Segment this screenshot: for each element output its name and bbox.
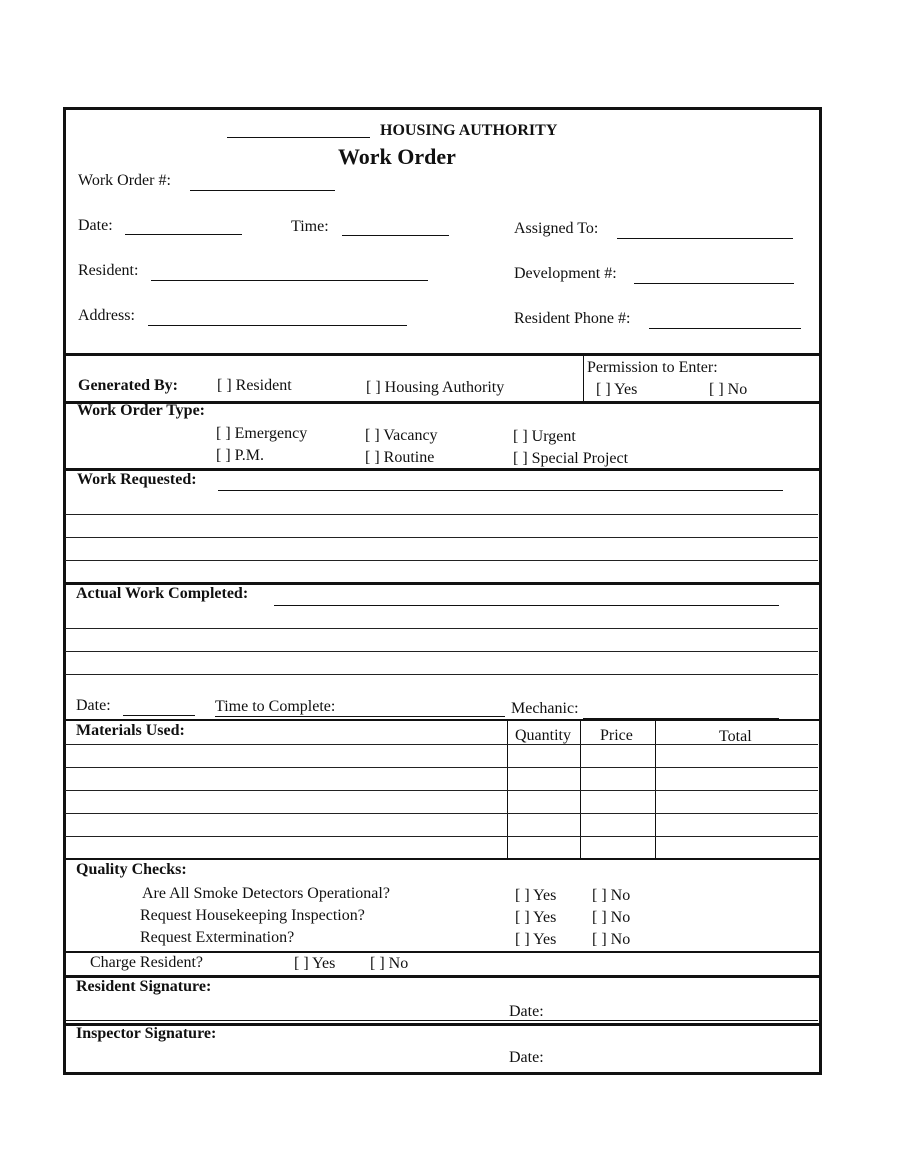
section-divider	[63, 858, 819, 860]
completion-date-field[interactable]	[123, 715, 195, 716]
quality-yes-checkbox[interactable]: [ ] Yes	[515, 931, 557, 948]
generated-housing-authority-checkbox[interactable]: [ ] Housing Authority	[366, 379, 505, 396]
actual-work-line[interactable]	[65, 628, 818, 629]
quality-no-checkbox[interactable]: [ ] No	[592, 931, 631, 948]
inspector-signature-date-label: Date:	[509, 1049, 544, 1066]
time-to-complete-label: Time to Complete:	[215, 698, 336, 715]
resident-field[interactable]	[151, 280, 428, 281]
materials-row[interactable]	[65, 813, 818, 814]
section-divider	[63, 719, 819, 721]
quality-no-checkbox[interactable]: [ ] No	[592, 909, 631, 926]
work-requested-line[interactable]	[65, 514, 818, 515]
materials-row[interactable]	[65, 790, 818, 791]
actual-work-line[interactable]	[65, 674, 818, 675]
assigned-to-field[interactable]	[617, 238, 793, 239]
price-column-header: Price	[600, 727, 633, 744]
inspector-signature-label: Inspector Signature:	[76, 1025, 217, 1042]
work-order-type-label: Work Order Type:	[77, 402, 205, 419]
resident-signature-date-label: Date:	[509, 1003, 544, 1020]
development-field[interactable]	[634, 283, 794, 284]
resident-phone-label: Resident Phone #:	[514, 310, 631, 327]
quality-yes-checkbox[interactable]: [ ] Yes	[515, 887, 557, 904]
permission-yes-checkbox[interactable]: [ ] Yes	[596, 381, 638, 398]
type-routine-checkbox[interactable]: [ ] Routine	[365, 449, 435, 466]
actual-work-completed-label: Actual Work Completed:	[76, 585, 249, 602]
total-column-header: Total	[719, 728, 752, 745]
quality-question: Request Extermination?	[140, 929, 295, 946]
resident-signature-label: Resident Signature:	[76, 978, 212, 995]
resident-signature-line[interactable]	[65, 1020, 818, 1021]
work-order-number-field[interactable]	[190, 190, 335, 191]
section-divider	[63, 951, 819, 953]
quality-question: Are All Smoke Detectors Operational?	[142, 885, 390, 902]
work-requested-field[interactable]	[218, 490, 783, 491]
time-to-complete-field[interactable]	[215, 716, 505, 717]
time-field[interactable]	[342, 235, 449, 236]
page-title: Work Order	[338, 144, 456, 169]
charge-no-checkbox[interactable]: [ ] No	[370, 955, 409, 972]
generated-resident-checkbox[interactable]: [ ] Resident	[217, 377, 292, 394]
generated-by-label: Generated By:	[78, 377, 178, 394]
address-field[interactable]	[148, 325, 407, 326]
type-special-project-checkbox[interactable]: [ ] Special Project	[513, 450, 629, 467]
date-field[interactable]	[125, 234, 242, 235]
assigned-to-label: Assigned To:	[514, 220, 599, 237]
actual-work-line[interactable]	[65, 651, 818, 652]
authority-heading: HOUSING AUTHORITY	[380, 122, 558, 139]
materials-row[interactable]	[65, 836, 818, 837]
section-divider	[63, 353, 819, 356]
work-requested-line[interactable]	[65, 537, 818, 538]
resident-label: Resident:	[78, 262, 139, 279]
charge-resident-label: Charge Resident?	[90, 954, 204, 971]
work-order-number-label: Work Order #:	[78, 172, 171, 189]
resident-phone-field[interactable]	[649, 328, 801, 329]
type-urgent-checkbox[interactable]: [ ] Urgent	[513, 428, 576, 445]
development-label: Development #:	[514, 265, 617, 282]
permission-divider	[583, 355, 584, 402]
charge-yes-checkbox[interactable]: [ ] Yes	[294, 955, 336, 972]
permission-no-checkbox[interactable]: [ ] No	[709, 381, 748, 398]
work-requested-line[interactable]	[65, 560, 818, 561]
materials-row[interactable]	[65, 767, 818, 768]
type-emergency-checkbox[interactable]: [ ] Emergency	[216, 425, 308, 442]
completion-date-label: Date:	[76, 697, 111, 714]
address-label: Address:	[78, 307, 135, 324]
quality-question: Request Housekeeping Inspection?	[140, 907, 365, 924]
materials-used-label: Materials Used:	[76, 722, 185, 739]
quality-no-checkbox[interactable]: [ ] No	[592, 887, 631, 904]
quality-checks-label: Quality Checks:	[76, 861, 187, 878]
type-vacancy-checkbox[interactable]: [ ] Vacancy	[365, 427, 438, 444]
permission-to-enter-label: Permission to Enter:	[587, 359, 718, 376]
time-label: Time:	[291, 218, 329, 235]
authority-name-field[interactable]	[227, 137, 370, 138]
quantity-column-header: Quantity	[515, 727, 571, 744]
work-requested-label: Work Requested:	[77, 471, 197, 488]
quality-yes-checkbox[interactable]: [ ] Yes	[515, 909, 557, 926]
date-label: Date:	[78, 217, 113, 234]
materials-header-rule	[65, 744, 818, 745]
type-pm-checkbox[interactable]: [ ] P.M.	[216, 447, 265, 464]
mechanic-label: Mechanic:	[511, 700, 579, 717]
actual-work-completed-field[interactable]	[274, 605, 779, 606]
